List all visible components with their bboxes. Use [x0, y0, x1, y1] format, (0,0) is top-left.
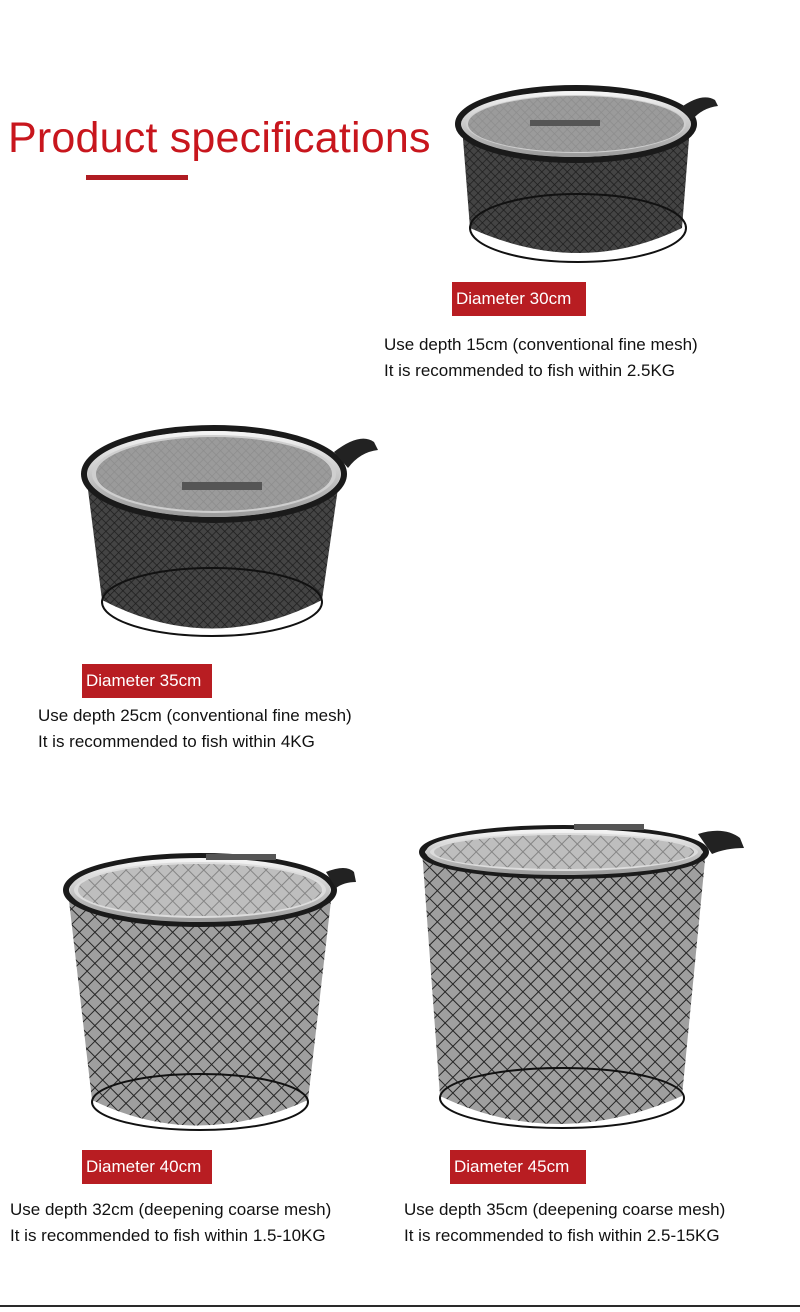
- diameter-badge-35cm: Diameter 35cm: [82, 664, 212, 698]
- landing-net-30cm-image: [440, 78, 730, 270]
- capacity-text-45cm: It is recommended to fish within 2.5-15KG: [404, 1226, 720, 1245]
- depth-text-45cm: Use depth 35cm (deepening coarse mesh): [404, 1200, 726, 1219]
- landing-net-40cm-image: [56, 846, 366, 1146]
- diameter-badge-40cm: Diameter 40cm: [82, 1150, 212, 1184]
- page-title: Product specifications: [8, 114, 431, 162]
- diameter-badge-45cm: Diameter 45cm: [450, 1150, 586, 1184]
- capacity-text-40cm: It is recommended to fish within 1.5-10KG: [10, 1226, 326, 1245]
- depth-text-40cm: Use depth 32cm (deepening coarse mesh): [10, 1200, 332, 1219]
- landing-net-35cm-image: [72, 412, 392, 650]
- capacity-text-35cm: It is recommended to fish within 4KG: [38, 732, 315, 751]
- diameter-badge-30cm: Diameter 30cm: [452, 282, 586, 316]
- title-underline: [86, 175, 188, 180]
- depth-text-35cm: Use depth 25cm (conventional fine mesh): [38, 706, 352, 725]
- bottom-divider: [0, 1305, 800, 1307]
- landing-net-45cm-image: [414, 820, 754, 1150]
- capacity-text-30cm: It is recommended to fish within 2.5KG: [384, 361, 676, 380]
- depth-text-30cm: Use depth 15cm (conventional fine mesh): [384, 335, 698, 354]
